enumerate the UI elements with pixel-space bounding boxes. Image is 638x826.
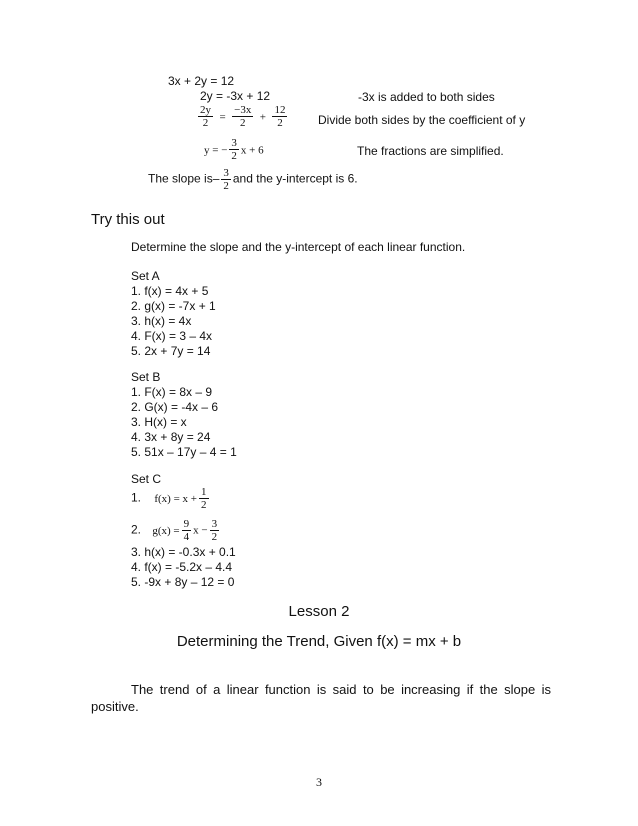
equation-line-1: 3x + 2y = 12 bbox=[168, 74, 235, 88]
note-fractions-simplified: The fractions are simplified. bbox=[357, 144, 504, 158]
list-item: 2. g(x) = -7x + 1 bbox=[131, 299, 216, 313]
list-item: 5. -9x + 8y – 12 = 0 bbox=[131, 575, 235, 589]
list-item: 5. 51x – 17y – 4 = 1 bbox=[131, 445, 237, 459]
equation-line-4: y = − $\frac{3}{2}$ x + 6 bbox=[204, 137, 264, 162]
list-item: 4. F(x) = 3 – 4x bbox=[131, 329, 213, 343]
set-a bbox=[131, 269, 216, 359]
lesson-subtitle: Determining the Trend, Given f(x) = mx + b bbox=[176, 633, 462, 650]
list-item: 2. G(x) = -4x – 6 bbox=[131, 400, 219, 414]
lesson-title: Lesson 2 bbox=[288, 603, 350, 620]
set-c-item-2: 2. g(x) = $\frac{9}{4}$ x − $\frac{3}{2}$ bbox=[131, 518, 218, 543]
list-item: 4. f(x) = -5.2x – 4.4 bbox=[131, 560, 233, 574]
set-b bbox=[131, 370, 237, 460]
note-divide-coefficient: Divide both sides by the coefficient of y bbox=[318, 113, 526, 127]
equation-line-3: $\frac{2y}{2}$ = $\frac{-3x}{2}$ + $\frac{12}{2}$ bbox=[200, 104, 286, 129]
section-heading-try-this-out: Try this out bbox=[91, 211, 165, 228]
set-b-title: Set B bbox=[131, 370, 161, 384]
list-item: 4. 3x + 8y = 24 bbox=[131, 430, 211, 444]
instruction-text: Determine the slope and the y-intercept of each linear function. bbox=[131, 240, 466, 254]
page-number: 3 bbox=[316, 775, 322, 789]
set-a-title: Set A bbox=[131, 269, 160, 283]
set-c-rest bbox=[131, 545, 236, 590]
equation-line-2: 2y = -3x + 12 bbox=[200, 89, 271, 103]
list-item: 3. h(x) = -0.3x + 0.1 bbox=[131, 545, 236, 559]
list-item: 1. f(x) = 4x + 5 bbox=[131, 284, 209, 298]
lesson-paragraph: The trend of a linear function is said to be increasing if the slope is positive. bbox=[91, 682, 551, 714]
list-item: 1. F(x) = 8x – 9 bbox=[131, 385, 213, 399]
slope-intercept-statement: The slope is– $\frac{3}{2}$ and the y-intercept is 6. bbox=[148, 167, 358, 192]
list-item: 3. H(x) = x bbox=[131, 415, 187, 429]
note-add-both-sides: -3x is added to both sides bbox=[358, 90, 495, 104]
set-c-title: Set C bbox=[131, 472, 162, 486]
list-item: 3. h(x) = 4x bbox=[131, 314, 192, 328]
set-c-item-1: 1. f(x) = x + $\frac{1}{2}$ bbox=[131, 486, 207, 511]
list-item: 5. 2x + 7y = 14 bbox=[131, 344, 211, 358]
